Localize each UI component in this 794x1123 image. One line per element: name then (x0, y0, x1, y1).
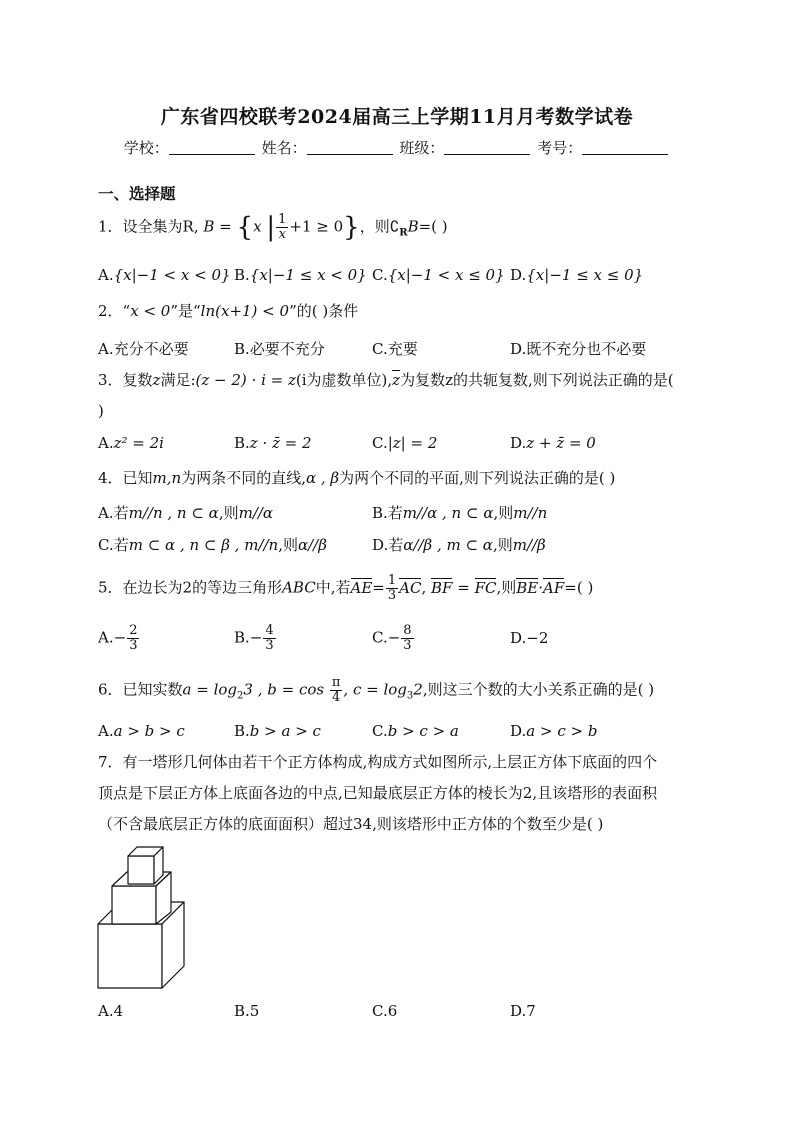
q1-option-c[interactable]: C.{x|−1 < x ≤ 0} (372, 266, 505, 284)
q5-option-b[interactable]: B.− $\frac{4}{3}$ (234, 623, 274, 653)
school-blank[interactable] (169, 140, 255, 155)
q5-option-a[interactable]: A.− $\frac{2}{3}$ (98, 623, 138, 653)
q2-option-c[interactable]: C.充要 (372, 340, 418, 358)
q2-option-d[interactable]: D.既不充分也不必要 (510, 340, 647, 358)
number-label: 考号： (537, 139, 583, 157)
q6-option-a[interactable]: A.a > b > c (98, 722, 185, 740)
question-1-stem: 1．设全集为R, B = {x | $\frac{1}{x}$ +1 ≥ 0}，则$∁_RB=$( ) (98, 212, 448, 243)
q4-option-b[interactable]: B.若m//α , n ⊂ α,则m//n (372, 504, 548, 522)
section-heading: 一、选择题 (98, 184, 176, 203)
exam-title: 广东省四校联考2024届高三上学期11月月考数学试卷 (160, 106, 634, 128)
name-blank[interactable] (307, 140, 393, 155)
q7-option-d[interactable]: D.7 (510, 1002, 536, 1020)
q3-option-a[interactable]: A.z² = 2i (98, 434, 164, 452)
q1-option-a[interactable]: A.{x|−1 < x < 0} (98, 266, 231, 284)
student-info-row (0, 137, 794, 158)
question-7-line-2: 顶点是下层正方体上底面各边的中点,已知最底层正方体的棱长为2,且该塔形的表面积 (98, 784, 658, 802)
question-6-stem: 6．已知实数$a = \log_23$ , b = cos $\frac{\pi}{4}$ , $c = \log_32$,则这三个数的大小关系正确的是( ) (98, 675, 655, 705)
bottom-cube-front (98, 924, 162, 988)
middle-cube-front (112, 886, 156, 924)
complement-symbol: ∁ (389, 217, 400, 236)
q5-option-c[interactable]: C.− $\frac{8}{3}$ (372, 623, 412, 653)
class-blank[interactable] (444, 140, 530, 155)
q7-option-a[interactable]: A.4 (98, 1002, 124, 1020)
q1-option-d[interactable]: D.{x|−1 ≤ x ≤ 0} (510, 266, 644, 284)
question-7-line-1: 7．有一塔形几何体由若干个正方体构成,构成方式如图所示,上层正方体下底面的四个 (98, 753, 658, 771)
question-3-stem: 3．复数z满足:(z − 2) · i = z(i为虚数单位)$,\overline{z}$为复数z的共轭复数,则下列说法正确的是( (98, 371, 674, 389)
q5-option-d[interactable]: D.−2 (510, 629, 549, 647)
tower-cubes-figure (96, 842, 196, 992)
number-blank[interactable] (582, 140, 668, 155)
q1-option-b[interactable]: B.{x|−1 ≤ x < 0} (234, 266, 367, 284)
q4-option-d[interactable]: D.若α//β , m ⊂ α,则m//β (372, 536, 546, 554)
question-2-stem: 2．“x < 0”是“ln(x+1) < 0”的( )条件 (98, 302, 359, 320)
question-4-stem: 4．已知m,n为两条不同的直线,α , β为两个不同的平面,则下列说法正确的是( ) (98, 469, 616, 487)
q4-option-a[interactable]: A.若m//n , n ⊂ α,则m//α (98, 504, 274, 522)
question-5-stem: 5．在边长为2的等边三角形ABC中,若AE= $\frac{1}{3}$ AC, BF = FC,则BE·AF=( ) (98, 573, 594, 603)
q4-option-c[interactable]: C.若m ⊂ α , n ⊂ β , m//n,则α//β (98, 536, 327, 554)
q7-option-c[interactable]: C.6 (372, 1002, 398, 1020)
set-b-lhs: B = (203, 217, 232, 236)
q2-option-a[interactable]: A.充分不必要 (98, 340, 189, 358)
q3-option-d[interactable]: D.z + z̄ = 0 (510, 434, 596, 452)
q6-option-c[interactable]: C.b > c > a (372, 722, 459, 740)
class-label: 班级： (399, 139, 445, 157)
q3-option-c[interactable]: C.|z| = 2 (372, 434, 438, 452)
top-cube-front (128, 856, 154, 884)
question-3-stem-cont: ) (98, 402, 104, 420)
school-label: 学校： (123, 139, 169, 157)
question-7-line-3: （不含最底层正方体的底面面积）超过34,则该塔形中正方体的个数至少是( ) (98, 815, 604, 833)
q6-option-b[interactable]: B.b > a > c (234, 722, 321, 740)
q6-option-d[interactable]: D.a > c > b (510, 722, 598, 740)
q7-option-b[interactable]: B.5 (234, 1002, 260, 1020)
q3-option-b[interactable]: B.z · z̄ = 2 (234, 434, 312, 452)
q2-option-b[interactable]: B.必要不充分 (234, 340, 325, 358)
name-label: 姓名： (261, 139, 307, 157)
